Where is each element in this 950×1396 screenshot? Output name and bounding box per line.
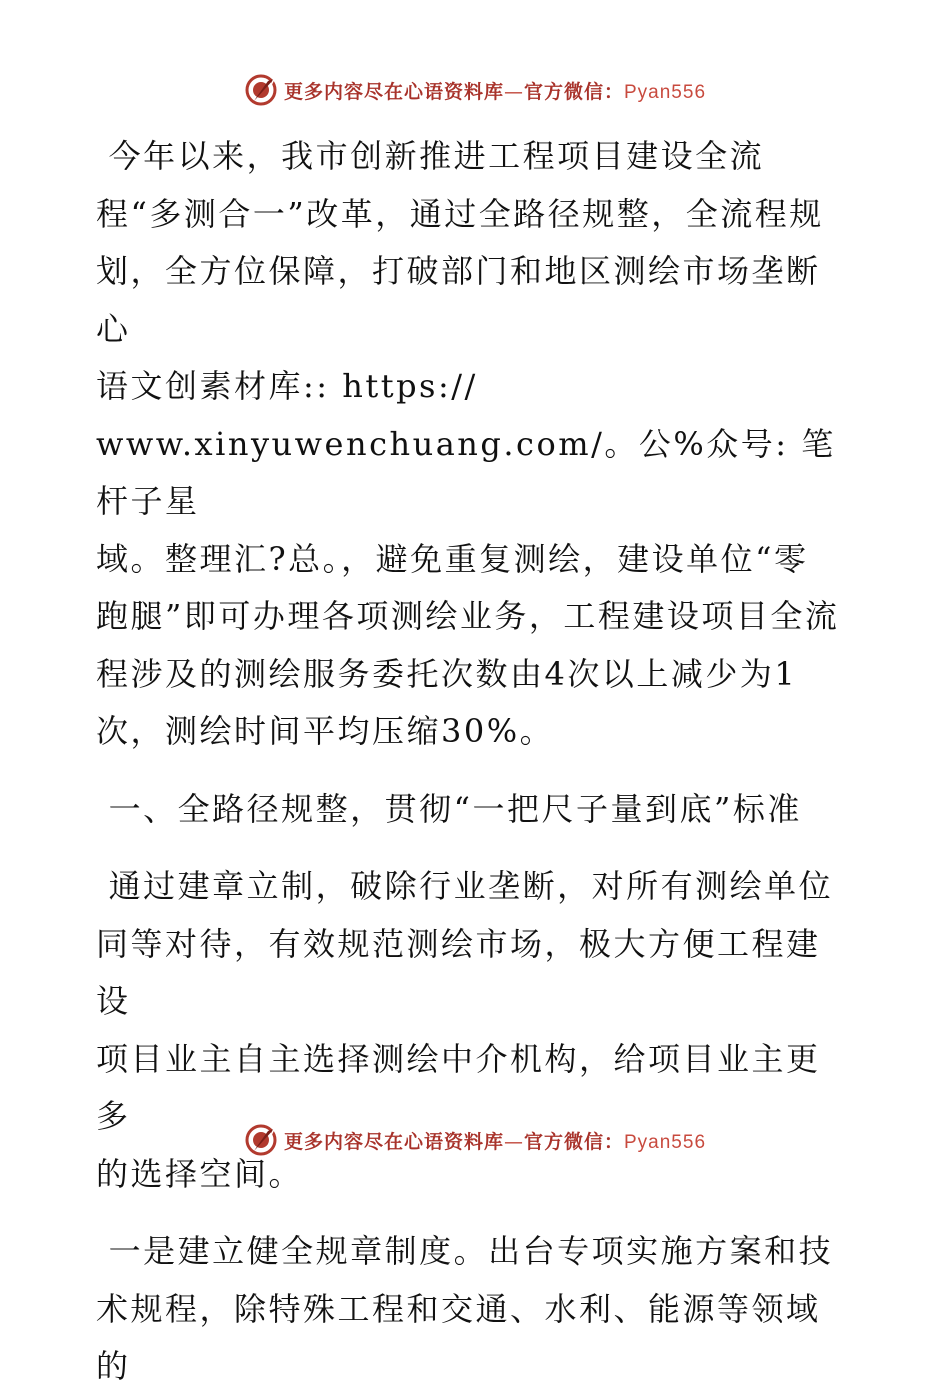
banner-wechat-label: 官方微信： [523,80,624,103]
text-line: 的选择空间。 [96,1154,304,1193]
banner-dash: — [503,1130,524,1153]
banner-text [284,1127,706,1154]
text-line: 程“多测合一”改革，通过全路径规整，全流程规 [96,194,824,233]
banner-dash: — [503,80,524,103]
paragraph-gap [96,838,848,858]
banner-wechat-id: Pyan556 [624,1131,707,1153]
banner-wechat-label: 官方微信： [523,1130,624,1153]
quill-logo-icon [244,73,278,107]
banner-library-text: 更多内容尽在心语资料库 [283,80,504,103]
text-line: 项目业主自主选择测绘中介机构，给项目业主更多 [96,1039,821,1135]
paragraph-gap [96,1203,848,1223]
banner-text [284,77,706,104]
header-banner [0,68,950,112]
document-body [96,128,848,1396]
text-line: 术规程，除特殊工程和交通、水利、能源等领域的 [96,1289,821,1385]
text-line: 通过建章立制，破除行业垄断，对所有测绘单位 [96,867,834,905]
text-line: 划，全方位保障，打破部门和地区测绘市场垄断心 [96,252,821,348]
text-line: 程涉及的测绘服务委托次数由4次以上减少为1 [96,654,798,693]
banner-library-text: 更多内容尽在心语资料库 [283,1130,504,1153]
paragraph-gap [96,761,848,781]
text-line: 域。整理汇?总。，避免重复测绘，建设单位“零 [96,539,809,578]
text-line: 今年以来，我市创新推进工程项目建设全流 [96,137,765,175]
section-heading: 一、全路径规整，贯彻“一把尺子量到底”标准 [96,789,802,828]
text-line: www.xinyuwenchuang.com/。公%众号: 笔杆子星 [96,424,836,520]
text-line: 同等对待，有效规范测绘市场，极大方便工程建设 [96,924,821,1020]
text-line: 跑腿”即可办理各项测绘业务，工程建设项目全流 [96,597,840,635]
text-line: 一是建立健全规章制度。出台专项实施方案和技 [96,1232,834,1270]
text-line: 语文创素材库:: https:// [96,367,478,405]
banner-wechat-id: Pyan556 [624,81,707,103]
quill-logo-icon [244,1123,278,1157]
paragraph-rules [96,1223,848,1396]
text-line: 次，测绘时间平均压缩30%。 [96,712,555,750]
paragraph-intro [96,128,848,761]
footer-banner [0,1118,950,1162]
